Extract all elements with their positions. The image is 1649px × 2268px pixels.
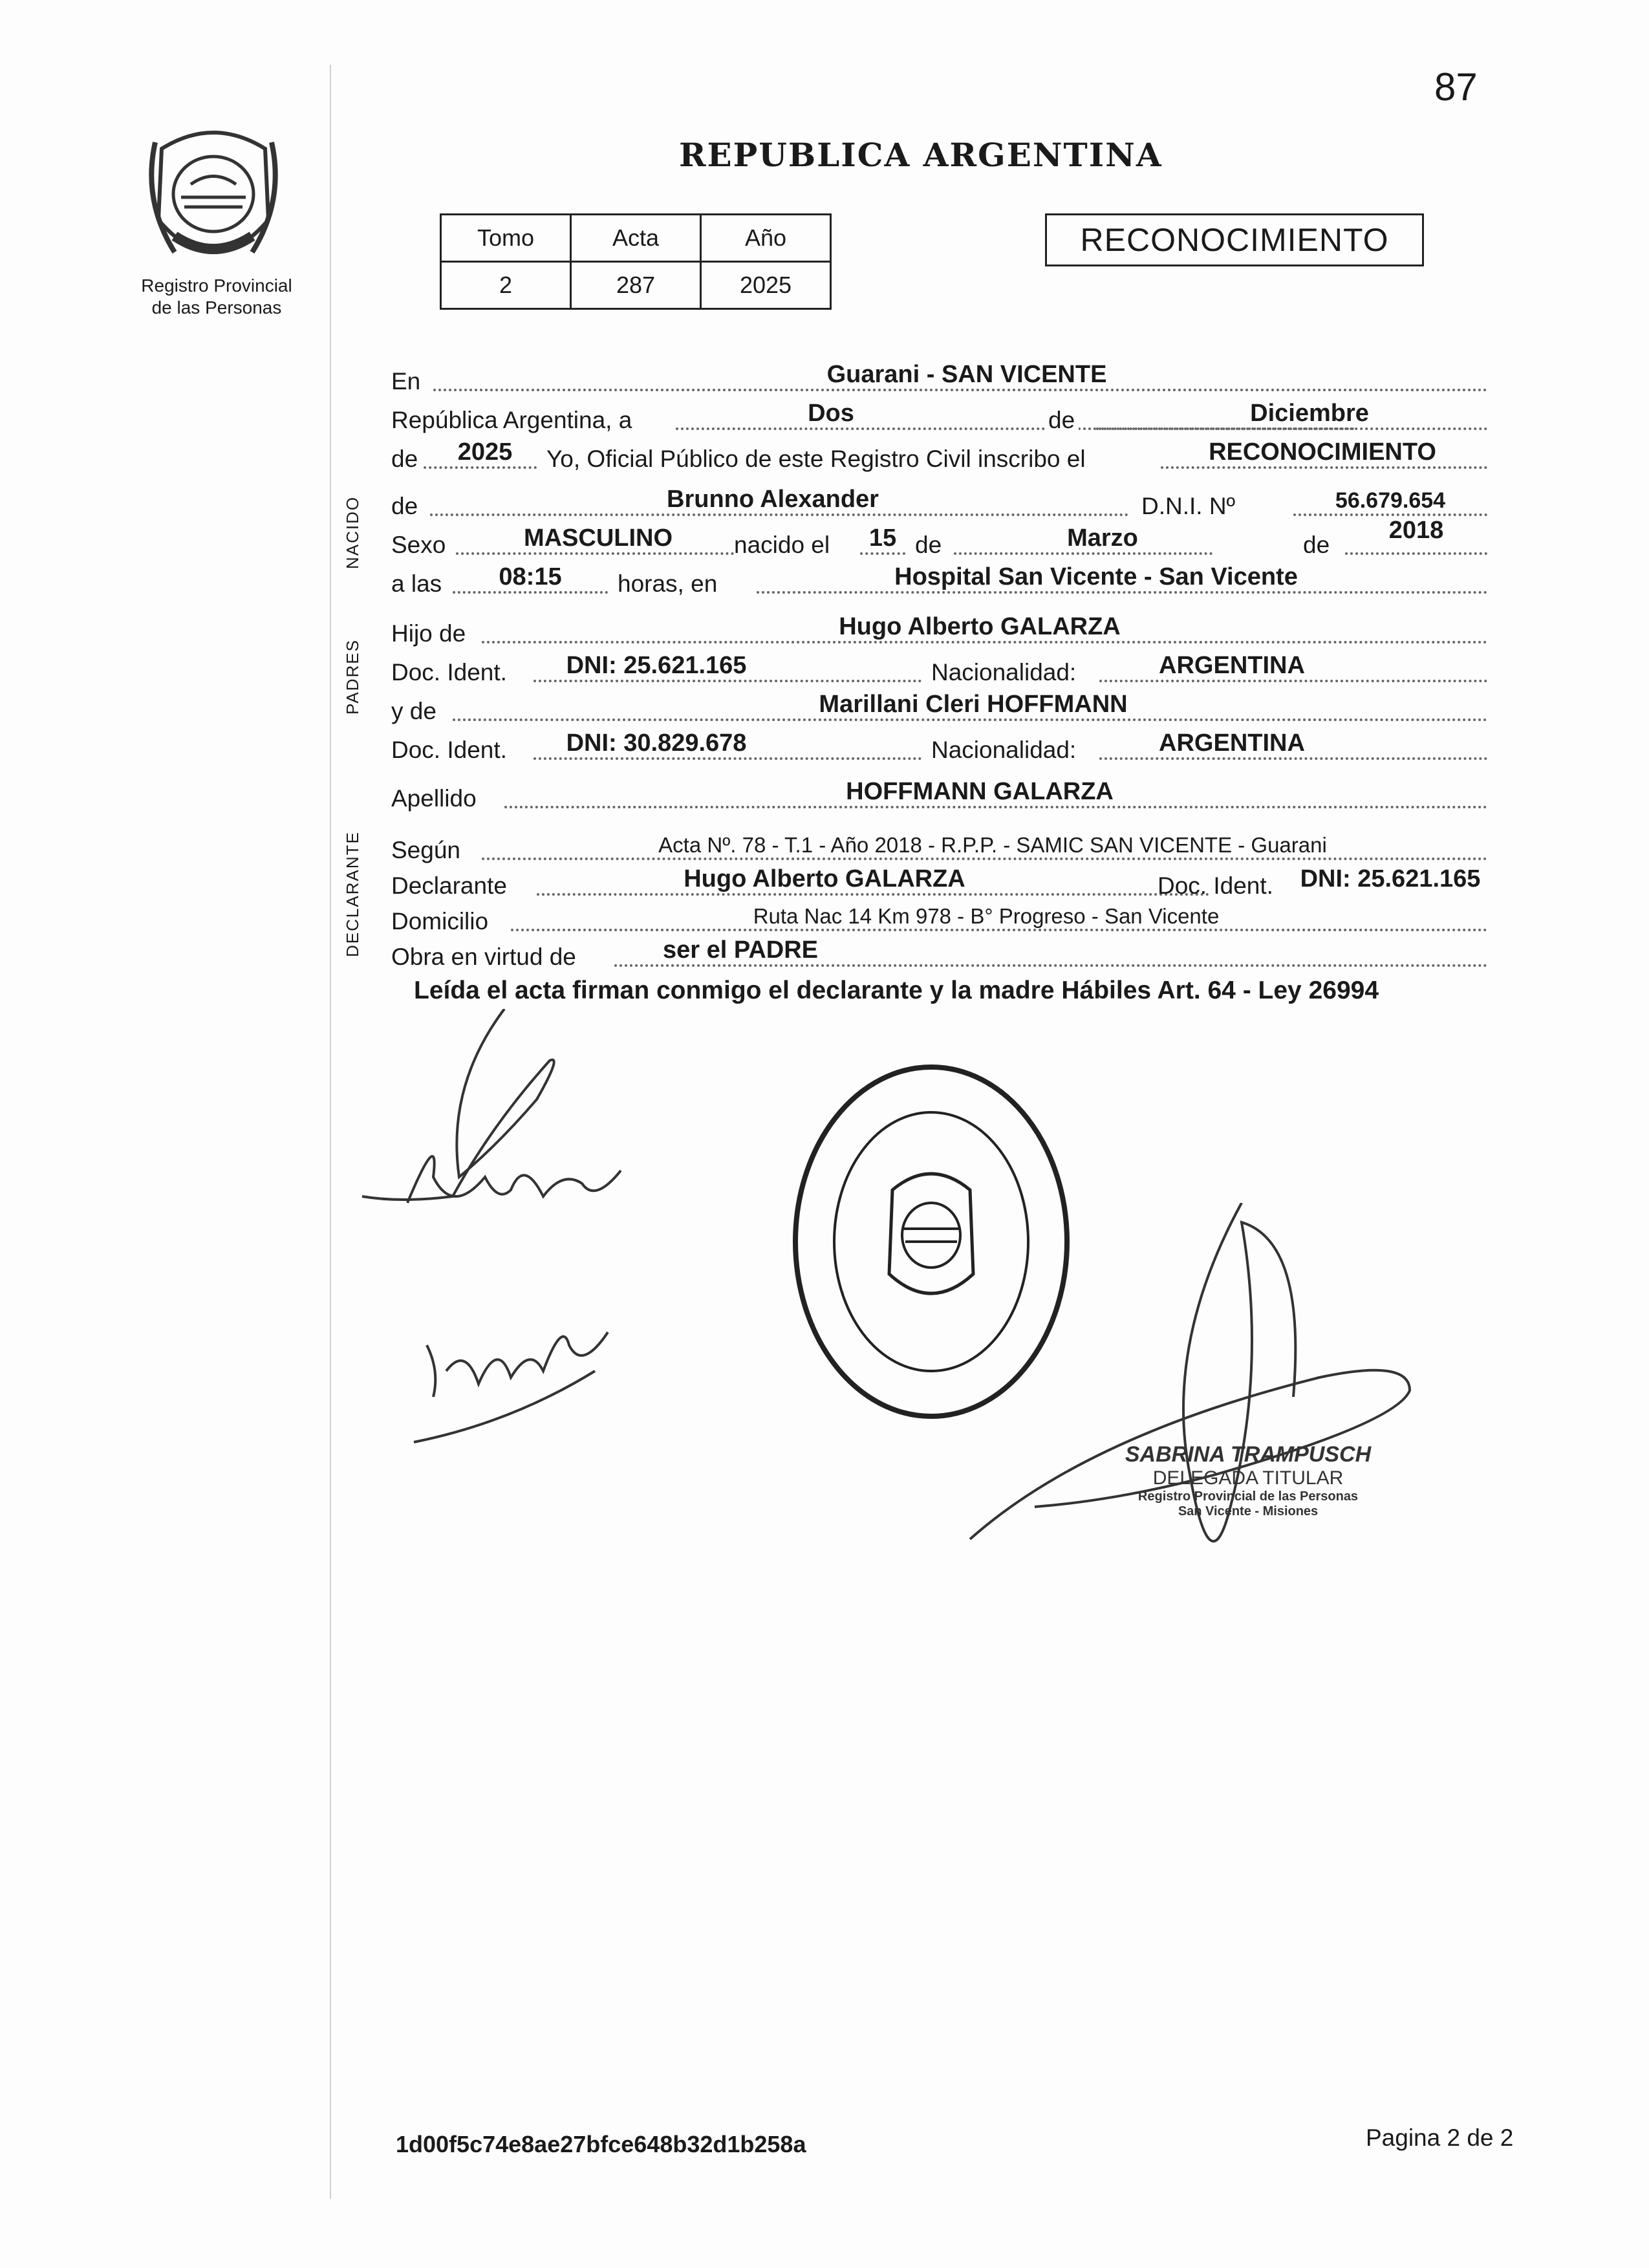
label-segun: Según — [391, 837, 460, 863]
row-declarante — [391, 863, 1487, 902]
row-nombre — [391, 484, 1487, 523]
dotted-line — [1096, 427, 1487, 430]
header-tomo: Tomo — [441, 215, 571, 262]
dotted-line — [1099, 680, 1487, 682]
label-obra: Obra en virtud de — [391, 944, 576, 970]
official-title: DELEGADA TITULAR — [1152, 1467, 1344, 1489]
field-obra: ser el PADRE — [662, 936, 819, 964]
pagination: Pagina 2 de 2 — [1366, 2124, 1514, 2151]
registry-line2: de las Personas — [151, 297, 282, 318]
row-inscripcion — [391, 437, 1487, 475]
label-en: En — [391, 368, 421, 394]
dotted-line — [1099, 757, 1487, 760]
label-nacionalidad-madre: Nacionalidad: — [931, 737, 1077, 763]
label-doc-ident-declarante: Doc. Ident. — [1158, 872, 1273, 899]
label-nacido-el: nacido el — [734, 532, 830, 558]
record-reference-table — [440, 213, 832, 310]
label-horas-en: horas, en — [618, 570, 718, 597]
section-label-padres: PADRES — [343, 639, 362, 715]
dotted-line — [757, 591, 1487, 594]
row-lugar — [391, 359, 1487, 398]
row-hora — [391, 561, 1487, 600]
document-hash: 1d00f5c74e8ae27bfce648b32d1b258a — [396, 2131, 806, 2157]
dotted-line — [482, 858, 1487, 860]
field-segun: Acta Nº. 78 - T.1 - Año 2018 - R.P.P. - SAMIC SAN VICENTE - Guarani — [658, 833, 1327, 857]
left-margin-line — [330, 65, 331, 2199]
official-office: Registro Provincial de las Personas — [1137, 1489, 1359, 1504]
dotted-line — [534, 680, 921, 682]
section-label-declarante: DECLARANTE — [343, 831, 362, 957]
dotted-line — [1293, 513, 1487, 516]
misiones-emblem-icon — [136, 123, 291, 278]
registry-line1: Registro Provincial — [141, 275, 292, 296]
record-type-box: RECONOCIMIENTO — [1045, 213, 1424, 266]
field-apellido: HOFFMANN GALARZA — [846, 778, 1114, 805]
dotted-line — [614, 964, 1487, 967]
label-republica: República Argentina, a — [391, 407, 632, 433]
field-nac-anio: 2018 — [1388, 517, 1444, 544]
closing-statement: Leída el acta firman conmigo el declarante y la madre Hábiles Art. 64 - Ley 26994 — [414, 977, 1379, 1004]
dotted-line — [1161, 466, 1487, 469]
label-de-anio: de — [1303, 532, 1330, 558]
label-a-las: a las — [391, 570, 442, 597]
dotted-line — [453, 591, 608, 594]
dotted-line — [537, 893, 1209, 896]
dotted-line — [1345, 552, 1487, 555]
label-domicilio: Domicilio — [391, 908, 489, 934]
dotted-line — [511, 929, 1487, 931]
row-apellido — [391, 776, 1487, 815]
field-madre: Marillani Cleri HOFFMANN — [819, 691, 1128, 718]
label-yo: Yo, Oficial Público de este Registro Civil inscribo el — [546, 446, 1086, 472]
dotted-line — [482, 641, 1487, 643]
dotted-line — [456, 552, 734, 555]
value-anio: 2025 — [701, 262, 831, 309]
dotted-line — [433, 389, 1487, 391]
field-madre-doc: DNI: 30.829.678 — [566, 729, 747, 757]
label-de-mes: de — [915, 532, 942, 558]
republic-title: REPUBLICA ARGENTINA — [679, 136, 1163, 174]
field-tipo: RECONOCIMIENTO — [1209, 438, 1436, 466]
row-madre — [391, 689, 1487, 728]
label-de2: de — [391, 446, 418, 472]
header-acta: Acta — [571, 215, 701, 262]
field-nac-mes: Marzo — [1067, 524, 1138, 552]
field-sexo: MASCULINO — [523, 524, 673, 552]
label-nacionalidad: Nacionalidad: — [931, 659, 1077, 686]
dotted-line — [424, 466, 537, 469]
value-acta: 287 — [571, 262, 701, 309]
field-mes: Diciembre — [1250, 400, 1369, 427]
section-label-nacido: NACIDO — [343, 495, 362, 569]
label-de: de — [1044, 407, 1079, 434]
label-declarante: Declarante — [391, 872, 507, 899]
official-stamp — [1093, 1442, 1403, 1519]
field-hora: 08:15 — [499, 563, 562, 590]
label-hijo-de: Hijo de — [391, 620, 466, 647]
row-domicilio — [391, 899, 1487, 938]
label-y-de: y de — [391, 698, 436, 724]
field-dni: 56.679.654 — [1335, 488, 1446, 513]
row-padre-doc — [391, 650, 1487, 689]
header-anio: Año — [701, 215, 831, 262]
field-padre: Hugo Alberto GALARZA — [839, 613, 1121, 640]
dotted-line — [860, 552, 905, 555]
field-anio: 2025 — [457, 438, 513, 466]
dotted-line — [453, 718, 1487, 721]
field-madre-nac: ARGENTINA — [1159, 729, 1305, 757]
label-apellido: Apellido — [391, 785, 477, 812]
field-nac-dia: 15 — [868, 524, 897, 552]
dotted-line — [954, 552, 1212, 555]
label-de-nombre: de — [391, 493, 418, 519]
field-padre-nac: ARGENTINA — [1159, 652, 1305, 679]
registry-name — [123, 275, 310, 319]
label-doc-ident: Doc. Ident. — [391, 659, 507, 686]
signature-declarante-icon — [349, 1009, 685, 1474]
official-name: SABRINA TRAMPUSCH — [1125, 1442, 1372, 1467]
field-lugar-nac: Hospital San Vicente - San Vicente — [894, 563, 1298, 590]
page-number: 87 — [1434, 65, 1478, 109]
field-declarante-doc: DNI: 25.621.165 — [1300, 865, 1481, 892]
row-segun — [391, 828, 1487, 867]
label-dni: D.N.I. Nº — [1141, 493, 1236, 519]
field-padre-doc: DNI: 25.621.165 — [566, 652, 747, 679]
field-domicilio: Ruta Nac 14 Km 978 - B° Progreso - San Vicente — [753, 904, 1220, 928]
field-declarante: Hugo Alberto GALARZA — [684, 865, 965, 892]
row-fecha — [391, 398, 1487, 437]
field-lugar: Guarani - SAN VICENTE — [826, 361, 1107, 388]
label-sexo: Sexo — [391, 532, 446, 558]
row-padre — [391, 611, 1487, 650]
row-madre-doc — [391, 728, 1487, 766]
dotted-line — [430, 513, 1128, 516]
signature-official-icon — [957, 1203, 1436, 1604]
label-doc-ident-madre: Doc. Ident. — [391, 737, 507, 763]
field-nombre: Brunno Alexander — [667, 486, 879, 513]
row-sexo — [391, 517, 1487, 561]
dotted-line — [534, 757, 921, 760]
dotted-line — [504, 806, 1487, 808]
field-dia: Dos — [808, 400, 854, 427]
official-location: San Vicente - Misiones — [1178, 1504, 1319, 1518]
value-tomo: 2 — [441, 262, 571, 309]
row-obra — [391, 934, 1487, 973]
